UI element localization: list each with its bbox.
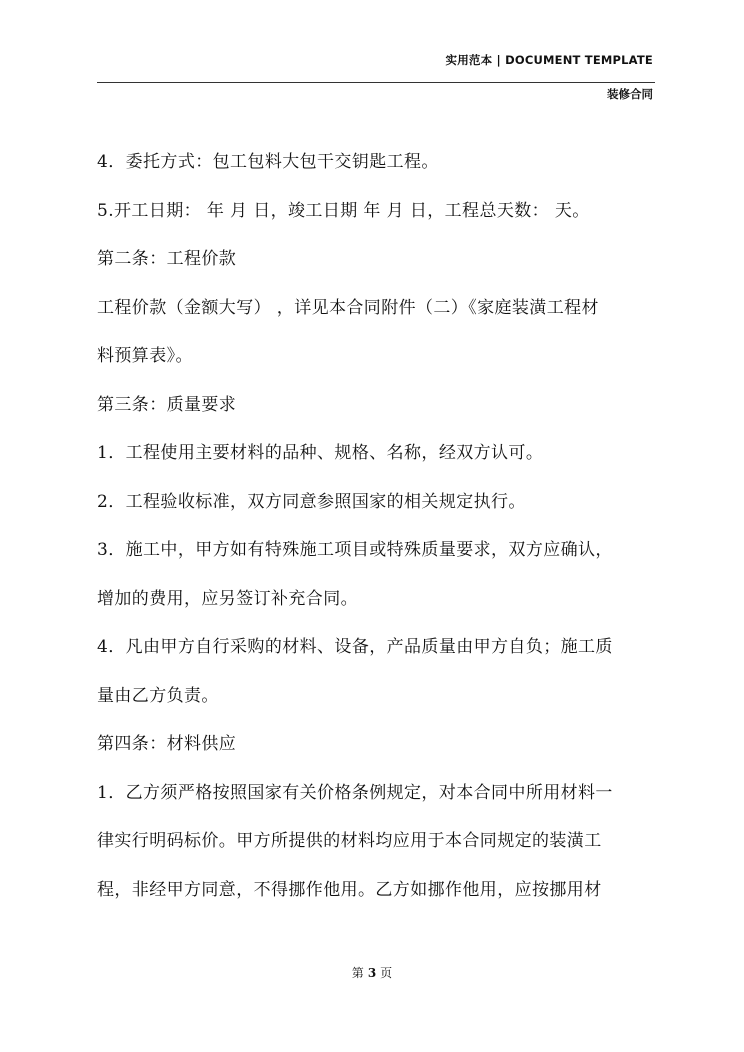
body-line: 料预算表》。 (97, 346, 193, 366)
body-line: 1．工程使用主要材料的品种、规格、名称，经双方认可。 (97, 443, 544, 463)
header-divider (97, 82, 655, 83)
body-line: 1．乙方须严格按照国家有关价格条例规定，对本合同中所用材料一 (97, 782, 613, 803)
body-line: 量由乙方负责。 (97, 685, 219, 706)
document-body (97, 138, 659, 914)
body-line: 增加的费用，应另签订补充合同。 (97, 588, 358, 609)
body-line: 2．工程验收标准，双方同意参照国家的相关规定执行。 (97, 491, 526, 512)
body-line: 4．委托方式：包工包料大包干交钥匙工程。 (97, 152, 439, 172)
section-heading: 第二条：工程价款 (97, 249, 237, 269)
page-header (97, 48, 655, 108)
body-line: 律实行明码标价。甲方所提供的材料均应用于本合同规定的装潢工 (97, 831, 602, 851)
page-number-suffix: 页 (380, 966, 393, 980)
header-title: 实用范本 | DOCUMENT TEMPLATE (445, 53, 653, 67)
body-line: 工程价款（金额大写） ，详见本合同附件（二）《家庭装潢工程材 (97, 297, 599, 318)
section-heading: 第三条：质量要求 (97, 394, 237, 415)
body-line: 5.开工日期： 年 月 日，竣工日期 年 月 日，工程总天数： 天。 (97, 200, 590, 221)
header-subtitle: 装修合同 (607, 87, 653, 101)
body-line: 4．凡由甲方自行采购的材料、设备，产品质量由甲方自负；施工质 (97, 637, 613, 657)
section-heading: 第四条：材料供应 (97, 734, 237, 754)
body-line: 程，非经甲方同意，不得挪作他用。乙方如挪作他用，应按挪用材 (97, 879, 602, 900)
page-footer (0, 964, 744, 981)
page-number: 3 (367, 966, 377, 980)
body-line: 3．施工中，甲方如有特殊施工项目或特殊质量要求，双方应确认， (97, 540, 613, 560)
page-number-prefix: 第 (351, 966, 364, 980)
